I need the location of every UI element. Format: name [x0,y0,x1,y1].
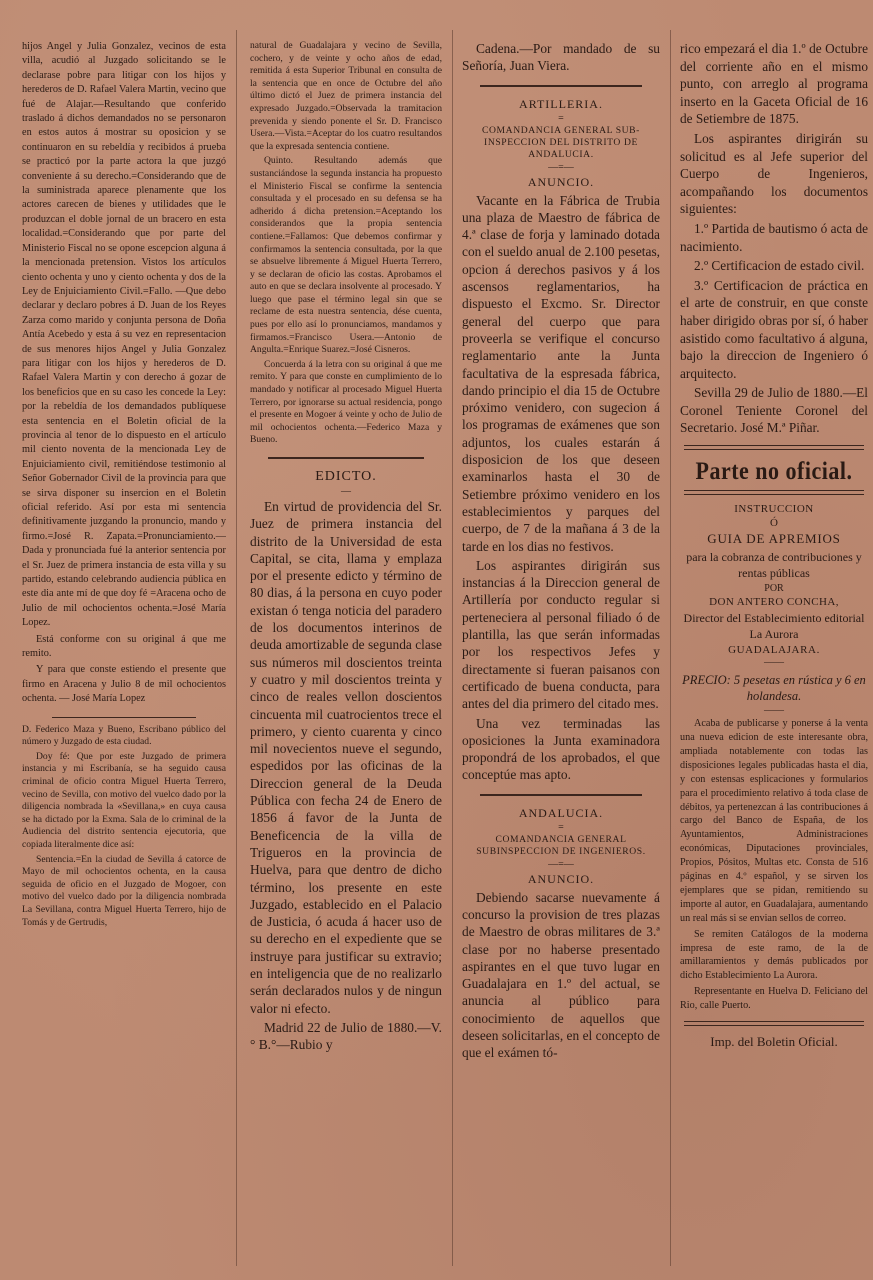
section-divider [480,794,642,796]
representative-note: Representante en Huelva D. Feliciano del Rio, calle Puerto. [680,986,868,1012]
signature-paragraph: Sevilla 29 de Julio de 1880.—El Coronel Teniente Coronel del Secretario. José M.ª Piñar. [680,385,868,436]
conformity-note: Está conforme con su original á que me remito. [22,633,226,660]
requirement-item: 2.º Certificacion de estado civil. [694,258,865,274]
vacancy-text: Vacante en la Fábrica de Trubia una plaza de Maestro de fábrica de 4.ª clase de forja y laminado dotada con el sueldo anual de 2.100 pesetas, opcion á derechos pasivos y á los ascensos reglamentarios, ha dispuesto el Excmo. Sr. Director general del cuerpo que para proveerla se verifique el concurso reglamentario ante la Junta facultativa de la espresada fábrica, dando principio el dia 15 de Octubre próximo venidero, con sugecion á los programas de exámenes que son adjuntos, los cuales estarán á disposicion de los que deseen examinarlos hasta el 30 de Setiembre próximo venidero en los establecimientos y parques del cuerpo, de 7 de la mañana á 3 de la tarde en los dias no festivos. [462,192,660,554]
column-4 [680,40,868,1266]
section-divider [52,717,196,718]
section-divider [268,457,424,459]
notary-header: D. Federico Maza y Bueno, Escribano público del número y Juzgado de esta ciudad. [22,723,226,748]
dash-separator: —=— [548,161,574,173]
concordance-paragraph: Concuerda á la letra con su original á que me remito. Y para que conste en cumplimiento de lo mandado y notificar al procesado Miguel Huerta Terrero, por ignorarse su actual residencia, pongo el presente en Mogoer á veinte y ocho de Julio de mil ochocientos ochenta.—Federico Maza y Bueno. [250,358,442,446]
andalucia-subtitle: COMANDANCIA GENERAL SUBINSPECCION DE INGENIEROS. [476,833,646,857]
section-divider [480,85,642,87]
author-name: DON ANTERO CONCHA, [709,596,839,609]
guia-subtitle: para la cobranza de contribuciones y rentas públicas [686,550,862,581]
contest-text: Debiendo sacarse nuevamente á concurso la provision de tres plazas de Maestro de obras militares de 3.ª clase por no haberse presentado aspirantes en el que tuvo lugar en Guadalajara en 1.º del actual, se anuncia al público para conocimiento de aquellos que deseen solicitarlas, en el concepto de que el exámen tó- [462,889,660,1061]
column-rule [236,30,237,1266]
signature-paragraph: Y para que conste estiendo el presente que firmo en Aracena y Julio 8 de mil ochocientos ochenta. — José María Lopez [22,664,226,705]
guia-title: GUIA DE APREMIOS [707,531,841,547]
exam-text: rico empezará el dia 1.º de Octubre del corriente año en el mismo punto, con arreglo al programa inserto en la Gaceta Oficial de 16 de Setiembre de 1875. [680,41,868,127]
column-1 [22,40,226,1266]
por-line: POR [764,583,784,595]
requirements-intro: Los aspirantes dirigirán su solicitud es al Jefe superior del Cuerpo de Ingenieros, acompañando los documentos siguientes: [680,130,868,217]
resultando-paragraph: Quinto. Resultando además que sustanciándose la segunda instancia ha propuesto el Ministerio Fiscal se confirme la sentencia consultada y el procesado en su defensa se ha adherido á dicha pretension.=Aceptando los considerandos que la propia sentencia contiene.=Fallamos: Que debemos confirmar y confirmamos la sentencia consultada, por la que se absuelve libremente á Miguel Huerta Terrero, y se declaran de oficio las costas. Aprobamos el auto en que se declara insolvente al procesado. Y luego que pase el término legal sin que se reclame de esta nuestra sentencia, dése cuenta, pues por ello así lo pronunciamos, mandamos y firmamos.=Francisco Usera.—Antonio de Angulta.=Enrique Suarez.=José Cisneros. [250,155,442,356]
jury-text: Una vez terminadas las oposiciones la Junta examinadora propondrá de los aprobados, el que conceptúe mas apto. [462,715,660,783]
column-rule [452,30,453,1266]
edicto-text: En virtud de providencia del Sr. Juez de primera instancia del distrito de la Universidad de esta Capital, se cita, llama y emplaza por el presente edicto y término de 80 dias, á la persona en cuyo poder existan ó tenga noticia del paradero de los documentos interinos de deuda amortizable de segunda clase sus números mil doscientos treinta y cuatro y mil doscientos treinta y cinco de reales vellon doscientos cincuenta mil cuatrocientos trece el primero, y ciento cuarenta y cinco mil novecientos nueve el segundo, espedidos por las oficinas de la Direccion general de la Deuda Pública con fecha 24 de Enero de 1856 á favor de la Junta de Beneficencia de la villa de Trigueros en la provincia de Huelva, para que dentro de dicho término, los presente en este Juzgado, establecido en el Palacio de Justicia, ó acuda á hacer uso de su derecho en el expediente que se instruye para justificar su extravio; en inteligencia que de no realizarlo serán declarados nulos y de ningun valor ni efecto. [250,499,442,1016]
dash-separator: = [558,821,564,833]
edicto-title: EDICTO. [315,469,377,484]
sentence-start: Sentencia.=En la ciudad de Sevilla á catorce de Mayo de mil ochocientos ochenta, en la causa seguida de oficio en el Juzgado de Mogoer, con motivo del vuelco dado por la diligencia nombrada La Sevillana, contra Miguel Huerta Terrero, hijo de Tomás y de Gertrudis, [22,853,226,928]
artilleria-subtitle: COMANDANCIA GENERAL SUB-INSPECCION DEL DISTRITO DE ANDALUCIA. [482,124,640,160]
dash-separator: —— [764,705,784,717]
dash-separator: — [341,486,351,497]
price-line: PRECIO: 5 pesetas en rústica y 6 en holandesa. [682,673,866,704]
imprint-line: Imp. del Boletin Oficial. [710,1034,838,1050]
dash-separator: —— [764,657,784,669]
parte-no-oficial-title: Parte no oficial. [695,456,853,485]
instruccion-title: INSTRUCCION [734,503,814,516]
requirement-item: 3.º Certificacion de práctica en el arte de construir, en que conste haber dirigido obras por sí, ó haber asistido como facultativo á alguna, bajo la direccion de Ingeniero ó arquitecto. [680,277,868,381]
book-description: Acaba de publicarse y ponerse á la venta una nueva edicion de este interesante obra, ampliada notablemente con todas las disposiciones legales publicadas hasta el dia, y con estensas esplicaciones y formularios para el procedimiento relativo á toda clase de débitos, ya pertenezcan á las contribuciones á cargo del Banco de España, de los Ayuntamientos, Administraciones económicas, Diputaciones provinciales, Propios, Pósitos, Multas etc. Consta de 516 páginas en 4.º español, y se sirven los ejemplares que se pidan, remitiendo su importe al autor, en Guadalajara, aumentando un real más si se envian sellos de correo. [680,718,868,924]
dash-separator: —=— [548,858,574,870]
edicto-date: Madrid 22 de Julio de 1880.—V.° B.°—Rubio y [250,1019,442,1053]
city-line: GUADALAJARA. [728,644,820,657]
column-2 [250,40,442,1266]
author-description: Director del Establecimiento editorial La Aurora [683,611,865,642]
o-line: Ó [770,517,778,530]
mandate-line: Cadena.—Por mandado de su Señoría, Juan Viera. [462,41,660,74]
anuncio-title: ANUNCIO. [527,174,595,189]
section-divider [684,1021,864,1026]
section-divider [684,490,864,495]
anuncio-title: ANUNCIO. [527,871,595,886]
applicants-text: Los aspirantes dirigirán sus instancias á la Direccion general de Artillería por conducto regular si perteneciera al personal filiado ó de plantilla, las que serán informadas por los respectivos Jefes y directamente si fueran paisanos con certificado de buena conducta, para antes del dia primero del citado mes. [462,557,660,712]
sentence-text: hijos Angel y Julia Gonzalez, vecinos de esta villa, acudió al Juzgado solicitando se le declarase pobre para litigar con los hijos y herederos de D. Rafael Valera Martin, vecino que fué de Alajar.—Resultando que conferido traslado á dichos demandados no se personaron en estos autos á mostrar su oposicion y se continuaron en su rebeldía y recibidos á prueba se practicó por la parte actora la que juzgó conveniente á su derecho.=Considerando que de la suministrada aparece plenamente que los actores carecen de bienes y utilidades que le produzcan el doble jornal de un bracero en esta localidad.=Considerando que por parte del Ministerio Fiscal no se opone escepcion alguna á la mencionada pretension. Vistos los artículos ciento ochenta y uno y ciento ochenta y dos de la Ley de Enjuiciamiento Civil.=Fallo. —Que debo declarar y declaro pobres á D. Juan de los Reyes Zarza como marido y conjunta persona de Doña Antía Acebedo y esta á su vez en representacion de sus menores hijos Angel y Julia Gonzalez para litigar con los hijos y herederos de D. Rafael Valera Martin y con derecho á gozar de los beneficios que en su caso les concede la Ley: por la rebeldía de los demandados publíquese esta sentencia en el Boletin oficial de la provincia al tenor de lo dispuesto en el artículo mil ciento noventa de la mencionada Ley de Enjuiciamiento civil, remitiéndose testimonio al Señor Gobernador Civil de la provincia para que se sirva disponer su insercion en el Boletin oficial referido. Así por esta mi sentencia definitivamente juzgando la pronuncio, mando y firmo.=José R. Zapata.=Pronunciamiento.— Dada y pronunciada fué la anterior sentencia por el Sr. Juez de primera instancia de esta villa y su partido, estando celebrando audiencia pública en este dia ante mí de que doy fé =Aracena ocho de Julio de mil ochocientos ochenta.=José María Lopez. [22,41,226,629]
column-rule [670,30,671,1266]
artilleria-title: ARTILLERIA. [519,96,603,111]
dash-separator: = [558,112,564,124]
notary-certification: Doy fé: Que por este Juzgado de primera instancia y mi Escribanía, se ha seguido causa criminal de oficio contra Miguel Huerta Terrero, vecino de Sevilla, con motivo del vuelco dado por la diligencia nombrada la «Sevillana,» en cuya causa se ha dictado por la Exma. Sala de lo criminal de la Audiencia del distrito sentencia ejecutoria, que copiada literalmente dice así: [22,750,226,851]
catalog-note: Se remiten Catálogos de la moderna impresa de este ramo, de la de amillaramientos y demás publicados por dicho Establecimiento La Aurora. [680,928,868,982]
section-divider [684,445,864,450]
requirement-item: 1.º Partida de bautismo ó acta de nacimiento. [680,220,868,254]
sentence-continued: natural de Guadalajara y vecino de Sevilla, cochero, y de veinte y ocho años de edad, remitida á esta Superior Tribunal en consulta de la sentencia que en once de Octubre del año último dictó el Juez de primera instancia del expresado Juzgado.=Observada la tramitacion prevenida y siendo ponente el Sr. D. Francisco Usera.—Vista.=Aceptar do los cuatro resultandos que la expresada sentencia contiene. [250,40,442,152]
andalucia-title: ANDALUCIA. [518,805,604,820]
column-3 [462,40,660,1266]
